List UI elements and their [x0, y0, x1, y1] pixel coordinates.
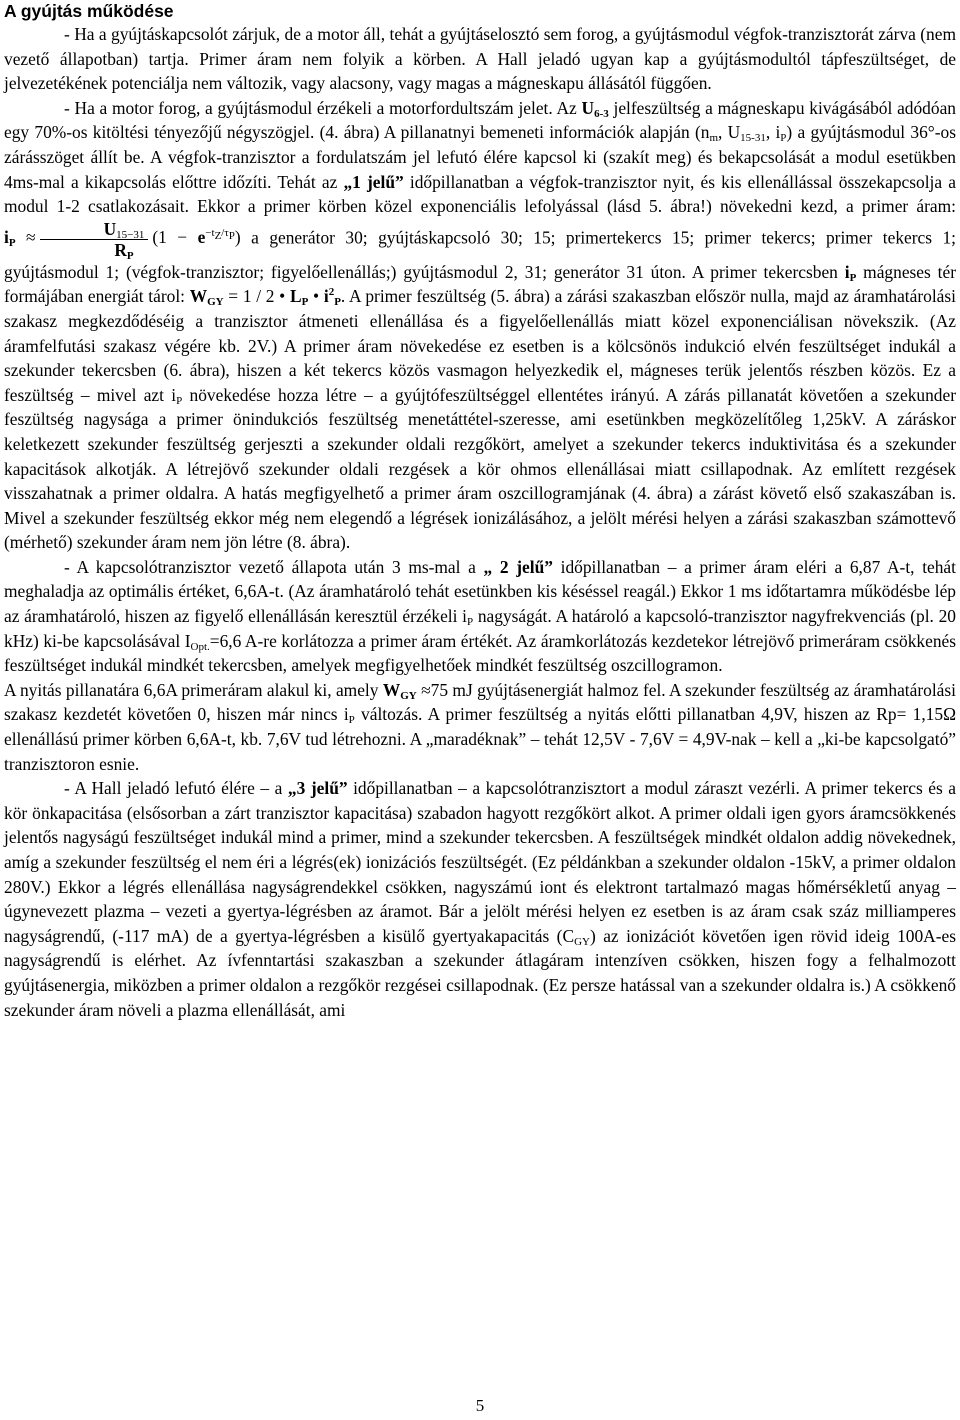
section-heading: A gyújtás működése — [4, 1, 174, 21]
paragraph-opening-moment: A nyitás pillanatára 6,6A primeráram alakul ki, amely $W_{GY} \approx 75$ mJ gyújtásenergiát halmoz fel. A szekunder feszültség az áramhatárolási szakasz kezdetét követően 0, hiszen már nincs $i_P$ változás. A primer feszültség a nyitás előtti pillanatban 4,9V, hiszen az Rp= 1,15Ω ellenállású primer körben 6,6A-t, kb. 7,6V tud létrehozni. A „maradéknak” – tehát 12,5V - 7,6V = 4,9V-nak – kell a „ki-be kapcsolgató” tranzisztoron esnie. — [4, 679, 957, 774]
equation-fraction: $\frac{U_{15-31}}{R_P}$ — [40, 219, 149, 260]
paragraph-ignition-off: - Ha a gyújtáskapcsolót zárjuk, de a motor áll, tehát a gyújtáselosztó sem forog, a gyújtásmodul végfok-tranzisztorát zárva (nem vezető állapotban) tartja. Primer áram nem folyik a körben. A Hall jeladó ugyan kap a gyújtásmodultól tápfeszültséget, de jelvezetékének potenciálja nem változik, vagy alacsony, vagy magas a mágneskapu állásától függően. — [4, 24, 956, 94]
paragraph-hall-falling-edge: - A Hall jeladó lefutó élére – a „3 jelű” időpillanatban – a kapcsolótranzisztort a modul záraszt vezérli. A primer tekercs és a kör önkapacitása (elsősorban a zárt tranzisztor kapacitása) szabadon hagyott rezgőkört alkot. A primer oldali igen gyors áramcsökkenés jelentős nagyságú feszültséget indukál mind a primer, mind a szekunder tekercsben. A feszültségek mindkét oldalon addig növekednek, amíg a szekunder feszültség el nem éri a légrés(ek) ionizációs feszültségét. (Ez példánkban a szekunder oldalon -15kV, a primer oldalon 280V.) Ekkor a légrés ellenállása nagyságrendekkel csökken, nagyszámú iont és elektront tartalmazó magas hőmérsékletű anyag – úgynevezett plazma – vezeti a gyertya-légrésben az áramot. Bár a jelölt mérési helyen ez esetben is az áram csak száz milliamperes nagyságrendű, (-117 mA) de a gyertya-légrésben a kisülő gyertyakapacitás $(C_{GY})$ az ionizációt követően igen rövid ideig 100A-es nagyságrendű is elérhet. Az ívfenntartási szakaszban a szekunder átlagáram intenzíven csökken, hiszen fogy a felhalmozott gyújtásenergia, miközben a primer oldalon a rezgőkör rezgései csillapodnak. (Ez persze hatással van a szekunder oldalra is.) A csökkenő szekunder áram növeli a plazma ellenállását, ami — [4, 778, 956, 1020]
energy-equation: $W_{GY} = 1 / 2$ • $L_P$ • $i^2_P$ — [189, 286, 341, 309]
primary-current-equation: $i_P$ ≈ $\frac{U_{15-31}}{R_P}$ $(1 - e^{-t_Z/\tau_P})$ — [4, 218, 241, 262]
paragraph-current-limit: - A kapcsolótranzisztor vezető állapota után 3 ms-mal a „ 2 jelű” időpillanatban – a primer áram eléri a 6,87 A-t, tehát meghaladja az optimális értéket, 6,6A-t. (Az áramhatároló tehát esetünkben kis késéssel reagál.) Ekkor 1 ms időtartamra működésbe lép az áramhatároló, hiszen az figyelő ellenállásán keresztül érzékeli $i_P$ nagyságát. A határoló a kapcsoló-tranzisztor nagyfrekvenciás (pl. 20 kHz) ki-be kapcsolásával $I_{Opt.}=6,6$ A-re korlátozza a primer áram értékét. Az áramkorlátozás kezdetekor létrejövő primeráram csökkenés feszültséget indukál mindkét tekercsben, amelyek megfigyelhetőek mindkét feszültség oszcillogramon. — [4, 556, 956, 676]
page-number: 5 — [475, 1396, 485, 1415]
paragraph-motor-running: - Ha a motor forog, a gyújtásmodul érzékeli a motorfordultszám jelet. Az $U_{6-3}$ jelfeszültség a mágneskapu kivágásából adódóan egy 70%-os kitöltési tényezőjű négyszögjel. (4. ábra) A pillanatnyi bemeneti információk alapján ($n_m$, $U_{15-31}$, $i_P$) a gyújtásmodul 36°-os zárásszöget állít be. A végfok-tranzisztor a fordulatszám jel lefutó élére kapcsol ki (szakít meg) és bekapcsolását a modul esetükben 4ms-mal a kikapcsolás előttre időzíti. Tehát az „1 jelű” időpillanatban a végfok-tranzisztor nyit, és kis ellenállással összekapcsolja a modul 1-2 csatlakozásait. Ekkor a primer körben közel exponenciális lefolyással (lásd 5. ábra!) növekedni kezd, a primer áram: $i_P$ ≈ $\frac{U_{15-31}}{R_P}$ $(1 - e^{-t_Z/\tau_P})$ a generátor 30; gyújtáskapcsoló 30; 15; primertekercs 15; primer tekercs; primer tekercs 1; gyújtásmodul 1; (végfok-tranzisztor; figyelőellenállás;) gyújtásmodul 2, 31; generátor 31 úton. A primer tekercsben $i_P$ mágneses tér formájában energiát tárol: $W_{GY} = 1 / 2$ • $L_P$ • $i^2_P$. A primer feszültség (5. ábra) a zárási szakaszban először nulla, majd az áramhatárolási szakasz megkezdődéséig a tranzisztor átmeneti ellenállása és a figyelőellenállás miatt közel exponenciálisan növekszik. (Az áramfelfutási szakasz végére kb. 2V.) A primer áram növekedése ez esetben is a kölcsönös indukció elvén feszültséget indukál a szekunder tekercsben (6. ábra), hiszen a két tekercs közös vasmagon helyezkedik el, mágneses terük jelentős részben közös. Ez a feszültség – mivel azt $i_P$ növekedése hozza létre – a gyújtófeszültséggel ellentétes irányú. A zárás pillanatát követően a szekunder feszültség nagysága a primer önindukciós feszültség menetáttétel-szeresse, ami esetünkben megközelítőleg 1,25kV. A záráskor keletkezett szekunder feszültség gerjeszti a szekunder oldali rezgőkört, amelyet a szekunder tekercs induktivitása és a szekunder kapacitások alkotják. A létrejövő szekunder oldali rezgések a kör ohmos ellenállásai miatt csillapodnak. Az említett rezgések visszahatnak a primer oldalra. A hatás megfigyelhető a primer áram oszcillogramjának (4. ábra) a zárást követő első szakaszában is. Mivel a szekunder feszültség ekkor még nem elegendő a légrések ionizálásához, a jelölt mérési helyen a zárási szakaszban számottevő (mérhető) szekunder áram nem jön létre (8. ábra). — [4, 97, 956, 553]
